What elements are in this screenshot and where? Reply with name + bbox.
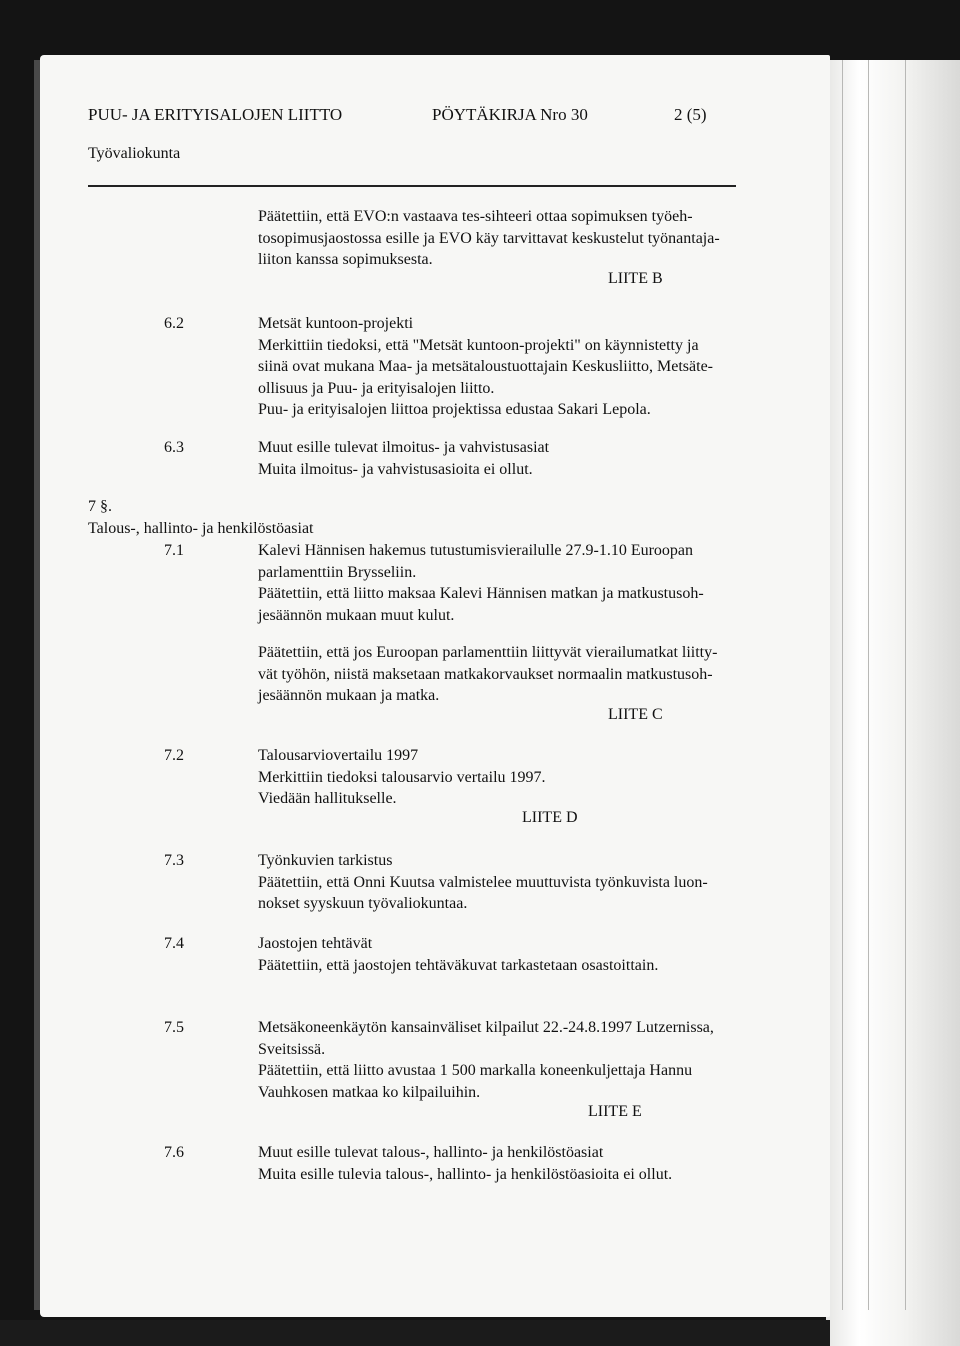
item-heading: Muut esille tulevat talous-, hallinto- ja henkilöstöasiat [258,1144,604,1161]
text-line: parlamenttiin Brysseliin. [258,563,417,581]
page-edge-line [842,60,843,1310]
item-number: 7.3 [164,852,184,869]
text-line: Vauhkosen matkaa ko kilpailuihin. [258,1083,481,1101]
item-7-6-text [258,1142,672,1185]
item-7-1-text [258,540,704,626]
item-heading: Talousarviovertailu 1997 [258,747,419,764]
text-line: Muita esille tulevia talous-, hallinto- ja henkilöstöasioita ei ollut. [258,1165,673,1183]
item-heading: Jaostojen tehtävät [258,935,373,952]
text-line: Muita ilmoitus- ja vahvistusasioita ei ollut. [258,460,533,478]
header-committee: Työvaliokunta [88,145,181,162]
item-7-2-text [258,745,546,810]
text-line: Päätettiin, että EVO:n vastaava tes-sihteeri ottaa sopimuksen työeh- [258,208,693,225]
item-heading: Muut esille tulevat ilmoitus- ja vahvistusasiat [258,439,550,456]
page-stack-edge [826,60,960,1346]
section-number: 7 §. [88,498,112,515]
text-line: Sveitsissä. [258,1040,326,1058]
text-line: tosopimusjaostossa esille ja EVO käy tarvittavat keskustelut työnantaja- [258,229,720,247]
item-6-2-text [258,313,713,421]
text-line: jesäännön mukaan muut kulut. [258,606,455,624]
item-7-3-text [258,850,708,915]
item-heading: Kalevi Hännisen hakemus tutustumisvierailulle 27.9-1.10 Euroopan [258,542,694,559]
text-line: Merkittiin tiedoksi, että "Metsät kuntoon-projekti" on käynnistetty ja [258,336,699,354]
header-rule [88,185,736,187]
attachment-label: LIITE D [522,809,578,826]
item-heading: Metsät kuntoon-projekti [258,315,414,332]
scanner-border [0,1320,830,1346]
text-line: Päätettiin, että liitto maksaa Kalevi Hännisen matkan ja matkustusoh- [258,585,704,602]
text-line: Viedään hallitukselle. [258,790,397,807]
header-page-number: 2 (5) [674,105,707,124]
text-line: ollisuus ja Puu- ja erityisalojen liitto. [258,379,495,397]
page-edge-line [905,60,906,1310]
item-number: 7.5 [164,1019,184,1036]
attachment-label: LIITE B [608,270,663,287]
attachment-label: LIITE C [608,706,663,723]
item-number: 7.6 [164,1144,184,1161]
text-line: Päätettiin, että jos Euroopan parlamenttiin liittyvät vierailumatkat liitty- [258,644,718,661]
text-line: siinä ovat mukana Maa- ja metsätaloustuottajain Keskusliitto, Metsäte- [258,358,713,375]
item-number: 7.1 [164,542,184,559]
text-line: jesäännön mukaan ja matka. [258,687,440,704]
item-7-5-text [258,1017,714,1103]
item-7-4-text [258,933,658,976]
text-line: Puu- ja erityisalojen liittoa projektissa edustaa Sakari Lepola. [258,401,651,418]
item-number: 6.3 [164,439,184,456]
header-organization: PUU- JA ERITYISALOJEN LIITTO [88,105,343,124]
page-edge-line [868,60,869,1310]
item-6-3-text [258,437,549,480]
text-line: nokset syyskuun työvaliokuntaa. [258,895,468,912]
section-title: Talous-, hallinto- ja henkilöstöasiat [88,520,314,537]
item-number: 6.2 [164,315,184,332]
text-line: Päätettiin, että jaostojen tehtäväkuvat tarkastetaan osastoittain. [258,956,659,974]
item-heading: Työnkuvien tarkistus [258,852,393,869]
text-line: Päätettiin, että Onni Kuutsa valmistelee muuttuvista työnkuvista luon- [258,873,708,891]
text-line: Päätettiin, että liitto avustaa 1 500 markalla koneenkuljettaja Hannu [258,1062,693,1079]
text-line: vät työhön, niistä maksetaan matkakorvaukset normaalin matkustusoh- [258,665,713,683]
text-line: liiton kanssa sopimuksesta. [258,251,433,268]
item-number: 7.4 [164,935,184,952]
text-line: Merkittiin tiedoksi talousarvio vertailu 1997. [258,768,546,786]
intro-paragraph [258,206,720,271]
attachment-label: LIITE E [588,1103,642,1120]
header-document-title: PÖYTÄKIRJA Nro 30 [432,105,588,124]
item-heading: Metsäkoneenkäytön kansainväliset kilpailut 22.-24.8.1997 Lutzernissa, [258,1019,714,1036]
item-number: 7.2 [164,747,184,764]
item-7-1-decision [258,642,717,707]
